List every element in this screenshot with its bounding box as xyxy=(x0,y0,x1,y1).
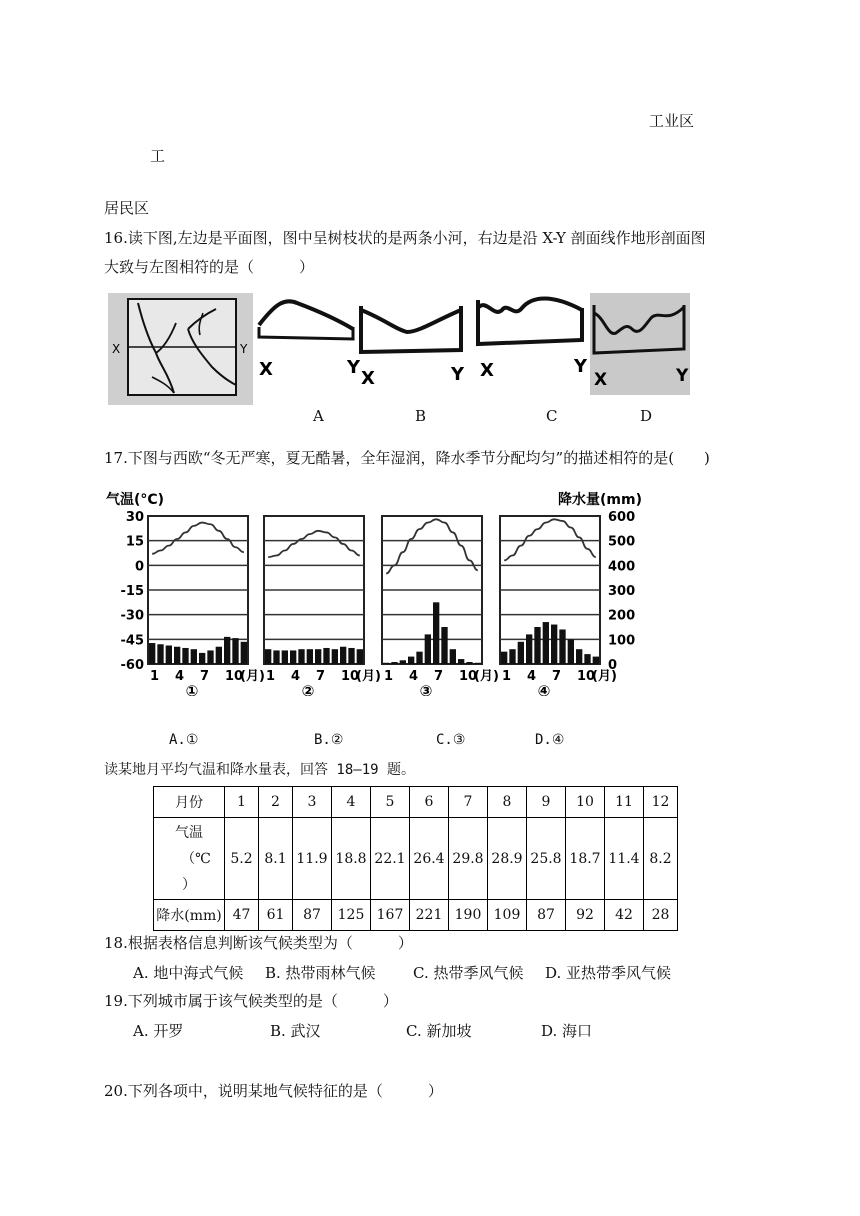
precip-bar xyxy=(458,659,464,664)
climate-data-table xyxy=(153,786,678,931)
precip-bar xyxy=(207,650,213,664)
month-tick-label: 7 xyxy=(552,669,562,684)
precip-bar xyxy=(265,649,271,664)
climate-panel xyxy=(148,516,265,696)
precip-bar xyxy=(298,649,304,664)
precip-bar xyxy=(282,650,288,664)
temp-cell: 18.8 xyxy=(332,818,371,900)
precip-bar xyxy=(576,649,582,664)
temp-tick-label: 0 xyxy=(134,559,144,575)
temp-cell: 29.8 xyxy=(449,818,488,900)
table-row-months xyxy=(154,787,678,818)
label-gong: 工 xyxy=(150,147,166,165)
month-unit-label: (月) xyxy=(240,669,265,684)
precip-bar xyxy=(323,648,329,664)
label-industrial: 工业区 xyxy=(649,112,695,130)
precip-bar xyxy=(441,627,447,664)
precip-cell: 167 xyxy=(371,900,410,931)
temp-axis-title: 气温(°C) xyxy=(106,492,165,508)
profile-a-x: X xyxy=(259,359,273,380)
month-cell: 10 xyxy=(566,787,605,818)
month-tick-label: 7 xyxy=(434,669,444,684)
precip-bar xyxy=(466,662,472,664)
precip-bar xyxy=(357,649,363,664)
q18-option-a[interactable]: A. 地中海式气候 xyxy=(133,964,244,982)
month-tick-label: 4 xyxy=(409,669,419,684)
month-cell: 1 xyxy=(225,787,259,818)
precip-bar xyxy=(593,657,599,664)
month-cell: 7 xyxy=(449,787,488,818)
precip-tick-label: 600 xyxy=(608,510,636,525)
q19-option-b[interactable]: B. 武汉 xyxy=(270,1022,321,1040)
precip-bar xyxy=(232,638,238,664)
month-tick-label: 10 xyxy=(459,669,478,684)
month-tick-label: 7 xyxy=(200,669,210,684)
precip-axis-title: 降水量(mm) xyxy=(558,492,642,508)
temp-cell: 8.2 xyxy=(644,818,678,900)
precip-bar xyxy=(526,634,532,664)
precip-bar xyxy=(584,654,590,664)
precip-bar xyxy=(475,663,481,664)
precip-bar xyxy=(425,634,431,664)
temp-tick-label: -30 xyxy=(120,608,144,624)
precip-bar xyxy=(315,649,321,664)
precip-tick-label: 0 xyxy=(608,658,618,673)
precip-bar xyxy=(433,602,439,664)
temp-cell: 18.7 xyxy=(566,818,605,900)
profile-a-y: Y xyxy=(347,357,361,378)
q16-option-b[interactable]: B xyxy=(415,407,427,425)
precip-bar xyxy=(391,662,397,664)
panel-label: ① xyxy=(185,682,199,696)
precip-cell: 42 xyxy=(605,900,644,931)
q19-text: 19.下列城市属于该气候类型的是（ ） xyxy=(104,992,398,1010)
month-tick-label: 1 xyxy=(384,669,394,684)
month-cell: 5 xyxy=(371,787,410,818)
climate-panel xyxy=(264,516,381,696)
q16-text-line1: 16.读下图,左边是平面图，图中呈树枝状的是两条小河，右边是沿 X-Y 剖面线作地形剖面图 xyxy=(104,229,706,247)
temp-tick-label: 15 xyxy=(125,534,144,550)
precip-bar xyxy=(543,622,549,664)
month-tick-label: 7 xyxy=(316,669,326,684)
q19-option-c[interactable]: C. 新加坡 xyxy=(406,1022,472,1040)
month-tick-label: 1 xyxy=(502,669,512,684)
month-tick-label: 10 xyxy=(225,669,244,684)
precip-tick-label: 300 xyxy=(608,584,636,599)
precip-bar xyxy=(332,649,338,664)
temp-tick-label: -15 xyxy=(120,584,144,599)
row-label-temperature: 气温 （℃ ） xyxy=(154,818,225,900)
temp-tick-label: -60 xyxy=(120,658,144,673)
q18-text: 18.根据表格信息判断该气候类型为（ ） xyxy=(104,934,413,952)
q19-option-a[interactable]: A. 开罗 xyxy=(133,1022,184,1040)
precip-bar xyxy=(408,657,414,664)
profile-c xyxy=(472,288,590,388)
profile-d xyxy=(590,293,690,395)
month-tick-label: 4 xyxy=(527,669,537,684)
precip-cell: 221 xyxy=(410,900,449,931)
precip-bar xyxy=(568,639,574,664)
map-y-label: Y xyxy=(240,342,248,356)
panel-label: ② xyxy=(301,682,315,696)
q19-option-d[interactable]: D. 海口 xyxy=(541,1022,593,1040)
q17-option-d[interactable]: D.④ xyxy=(535,732,565,748)
temp-cell: 22.1 xyxy=(371,818,410,900)
climate-panel xyxy=(382,516,499,696)
precip-bar xyxy=(501,652,507,664)
month-tick-label: 4 xyxy=(291,669,301,684)
precip-tick-label: 100 xyxy=(608,633,636,649)
table-row-precipitation xyxy=(154,900,678,931)
temp-cell: 5.2 xyxy=(225,818,259,900)
precip-bar xyxy=(191,649,197,664)
month-unit-label: (月) xyxy=(592,669,617,684)
q18-option-b[interactable]: B. 热带雨林气候 xyxy=(265,964,376,982)
precip-cell: 28 xyxy=(644,900,678,931)
temp-cell: 26.4 xyxy=(410,818,449,900)
precip-cell: 109 xyxy=(488,900,527,931)
temp-cell: 8.1 xyxy=(259,818,293,900)
precip-bar xyxy=(340,647,346,664)
month-cell: 3 xyxy=(293,787,332,818)
precip-bar xyxy=(216,647,222,664)
q20-text: 20.下列各项中，说明某地气候特征的是（ ） xyxy=(104,1082,443,1100)
precip-bar xyxy=(400,660,406,664)
month-cell: 6 xyxy=(410,787,449,818)
profile-d-y: Y xyxy=(676,366,689,386)
month-tick-label: 10 xyxy=(341,669,360,684)
month-cell: 12 xyxy=(644,787,678,818)
q18-option-c[interactable]: C. 热带季风气候 xyxy=(413,964,524,982)
precip-bar xyxy=(224,637,230,664)
panel-label: ④ xyxy=(537,682,551,696)
table-row-temperature xyxy=(154,818,678,900)
precip-bar xyxy=(174,647,180,664)
precip-bar xyxy=(518,642,524,664)
month-tick-label: 1 xyxy=(266,669,276,684)
precip-cell: 47 xyxy=(225,900,259,931)
precip-cell: 125 xyxy=(332,900,371,931)
map-x-label: X xyxy=(112,342,121,356)
q17-option-b[interactable]: B.② xyxy=(314,732,344,748)
precip-bar xyxy=(307,649,313,664)
precip-tick-label: 400 xyxy=(608,559,636,575)
month-unit-label: (月) xyxy=(356,669,381,684)
river-map-figure xyxy=(108,293,253,405)
row-label-precipitation: 降水(mm) xyxy=(154,900,225,931)
precip-bar xyxy=(166,646,172,665)
temp-cell: 11.9 xyxy=(293,818,332,900)
precip-cell: 87 xyxy=(293,900,332,931)
precip-bar xyxy=(509,649,515,664)
q17-option-a[interactable]: A.① xyxy=(169,732,199,748)
temp-tick-label: -45 xyxy=(120,633,144,649)
q16-text-line2: 大致与左图相符的是（ ） xyxy=(104,258,315,276)
profile-a xyxy=(253,287,361,387)
temp-tick-label: 30 xyxy=(125,510,144,525)
q16-option-c[interactable]: C xyxy=(546,407,558,425)
temp-cell: 11.4 xyxy=(605,818,644,900)
precip-bar xyxy=(290,650,296,664)
precip-bar xyxy=(559,629,565,664)
precip-tick-label: 500 xyxy=(608,534,636,550)
temp-cell: 28.9 xyxy=(488,818,527,900)
row-label-months: 月份 xyxy=(154,787,225,818)
precip-tick-label: 200 xyxy=(608,608,636,624)
q17-text: 17.下图与西欧“冬无严寒，夏无酷暑，全年湿润，降水季节分配均匀”的描述相符的是( ) xyxy=(104,449,710,467)
precip-bar xyxy=(157,644,163,664)
q17-option-c[interactable]: C.③ xyxy=(436,732,466,748)
precip-cell: 61 xyxy=(259,900,293,931)
precip-bar xyxy=(273,650,279,664)
climate-panel xyxy=(500,516,617,696)
precip-bar xyxy=(416,652,422,664)
month-tick-label: 10 xyxy=(577,669,596,684)
month-cell: 4 xyxy=(332,787,371,818)
q16-option-d[interactable]: D xyxy=(640,407,653,425)
precip-cell: 92 xyxy=(566,900,605,931)
precip-bar xyxy=(551,625,557,664)
precip-bar xyxy=(450,649,456,664)
precip-bar xyxy=(383,663,389,664)
month-cell: 9 xyxy=(527,787,566,818)
q16-option-a[interactable]: A xyxy=(313,407,324,425)
panel-label: ③ xyxy=(419,682,433,696)
profile-b xyxy=(357,292,467,392)
month-tick-label: 4 xyxy=(175,669,185,684)
label-residential: 居民区 xyxy=(104,199,150,217)
precip-bar xyxy=(199,653,205,664)
month-unit-label: (月) xyxy=(474,669,499,684)
month-cell: 11 xyxy=(605,787,644,818)
profile-c-y: Y xyxy=(574,356,588,377)
profile-b-x: X xyxy=(361,368,375,389)
profile-c-x: X xyxy=(480,360,494,381)
temp-cell: 25.8 xyxy=(527,818,566,900)
precip-bar xyxy=(534,627,540,664)
q18-option-d[interactable]: D. 亚热带季风气候 xyxy=(545,964,672,982)
profile-d-x: X xyxy=(594,370,608,390)
precip-cell: 190 xyxy=(449,900,488,931)
month-cell: 2 xyxy=(259,787,293,818)
precip-bar xyxy=(348,648,354,664)
precip-bar xyxy=(241,642,247,664)
precip-cell: 87 xyxy=(527,900,566,931)
month-tick-label: 1 xyxy=(150,669,160,684)
month-cell: 8 xyxy=(488,787,527,818)
profile-b-y: Y xyxy=(451,364,465,385)
precip-bar xyxy=(149,643,155,664)
climate-charts-figure xyxy=(104,486,644,696)
precip-bar xyxy=(182,648,188,664)
table-intro: 读某地月平均气温和降水量表，回答 18–19 题。 xyxy=(104,762,415,778)
